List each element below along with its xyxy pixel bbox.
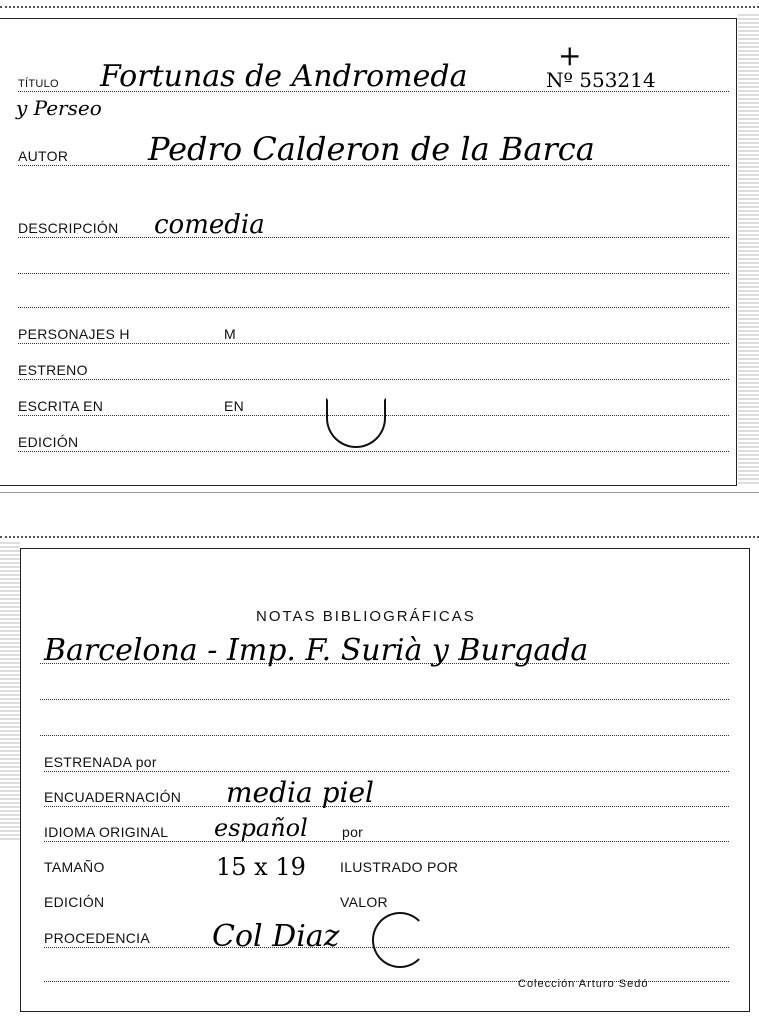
dotted-line <box>18 237 729 238</box>
valor-label: VALOR <box>340 894 388 910</box>
idioma-value: español <box>214 814 308 842</box>
card-top-edge <box>0 6 759 18</box>
procedencia-value: Col Diaz <box>212 919 340 954</box>
dotted-line <box>18 379 729 380</box>
descripcion-label: DESCRIPCIÓN <box>18 220 119 236</box>
m-label: M <box>224 326 236 342</box>
encuadernacion-value: media piel <box>226 776 374 809</box>
ilustrado-label: ILUSTRADO POR <box>340 859 459 875</box>
blank-line <box>18 252 729 274</box>
field-edicion <box>44 890 729 912</box>
titulo-label: TÍTULO <box>18 78 59 90</box>
notas-line <box>40 633 729 668</box>
card-cut-line <box>0 492 759 493</box>
dotted-line <box>18 307 729 308</box>
blank-line <box>40 714 729 736</box>
field-encuadernacion <box>44 776 729 809</box>
dotted-line <box>18 273 729 274</box>
autor-label: AUTOR <box>18 148 69 164</box>
titulo-continuation: y Perseo <box>16 96 102 120</box>
encuadernacion-label: ENCUADERNACIÓN <box>44 789 182 805</box>
en-label: EN <box>224 398 245 414</box>
card-top-edge <box>0 536 759 548</box>
edicion-label: EDICIÓN <box>18 434 79 450</box>
coleccion-footer: Colección Arturo Sedó <box>518 978 649 990</box>
personajes-label: PERSONAJES H <box>18 326 130 342</box>
blank-line <box>40 678 729 700</box>
field-estreno <box>18 358 729 380</box>
punch-hole <box>372 912 428 968</box>
card-edge-shadow <box>0 540 20 840</box>
dotted-line <box>18 451 729 452</box>
dotted-line <box>44 771 729 772</box>
catalog-card-top <box>0 0 759 495</box>
autor-value: Pedro Calderon de la Barca <box>148 130 595 168</box>
dotted-line <box>44 806 729 807</box>
field-idioma <box>44 814 729 842</box>
procedencia-label: PROCEDENCIA <box>44 930 150 946</box>
dotted-line <box>18 343 729 344</box>
card-edge-shadow <box>738 14 759 484</box>
notas-heading: NOTAS BIBLIOGRÁFICAS <box>256 608 476 625</box>
dotted-line <box>40 699 729 700</box>
edicion-label: EDICIÓN <box>44 894 105 910</box>
descripcion-value: comedia <box>154 210 265 240</box>
escrita-label: ESCRITA EN <box>18 398 104 414</box>
cross-mark: + <box>558 39 582 72</box>
estrenada-label: ESTRENADA por <box>44 754 157 770</box>
field-autor <box>18 130 729 168</box>
catalog-card-bottom <box>0 530 759 1028</box>
tamano-label: TAMAÑO <box>44 859 105 875</box>
estreno-label: ESTRENO <box>18 362 88 378</box>
dotted-line <box>40 735 729 736</box>
notas-value: Barcelona - Imp. F. Surià y Burgada <box>44 633 589 668</box>
por-label: por <box>342 824 364 840</box>
field-titulo <box>18 39 729 94</box>
field-tamano <box>44 853 729 881</box>
blank-line <box>18 286 729 308</box>
field-estrenada <box>44 750 729 772</box>
tamano-value: 15 x 19 <box>216 853 306 881</box>
field-personajes <box>18 322 729 344</box>
idioma-label: IDIOMA ORIGINAL <box>44 824 169 840</box>
titulo-value: Fortunas de Andromeda <box>100 59 468 94</box>
dotted-line <box>44 841 729 842</box>
field-descripcion <box>18 210 729 240</box>
numero-value: Nº 553214 <box>546 68 656 92</box>
